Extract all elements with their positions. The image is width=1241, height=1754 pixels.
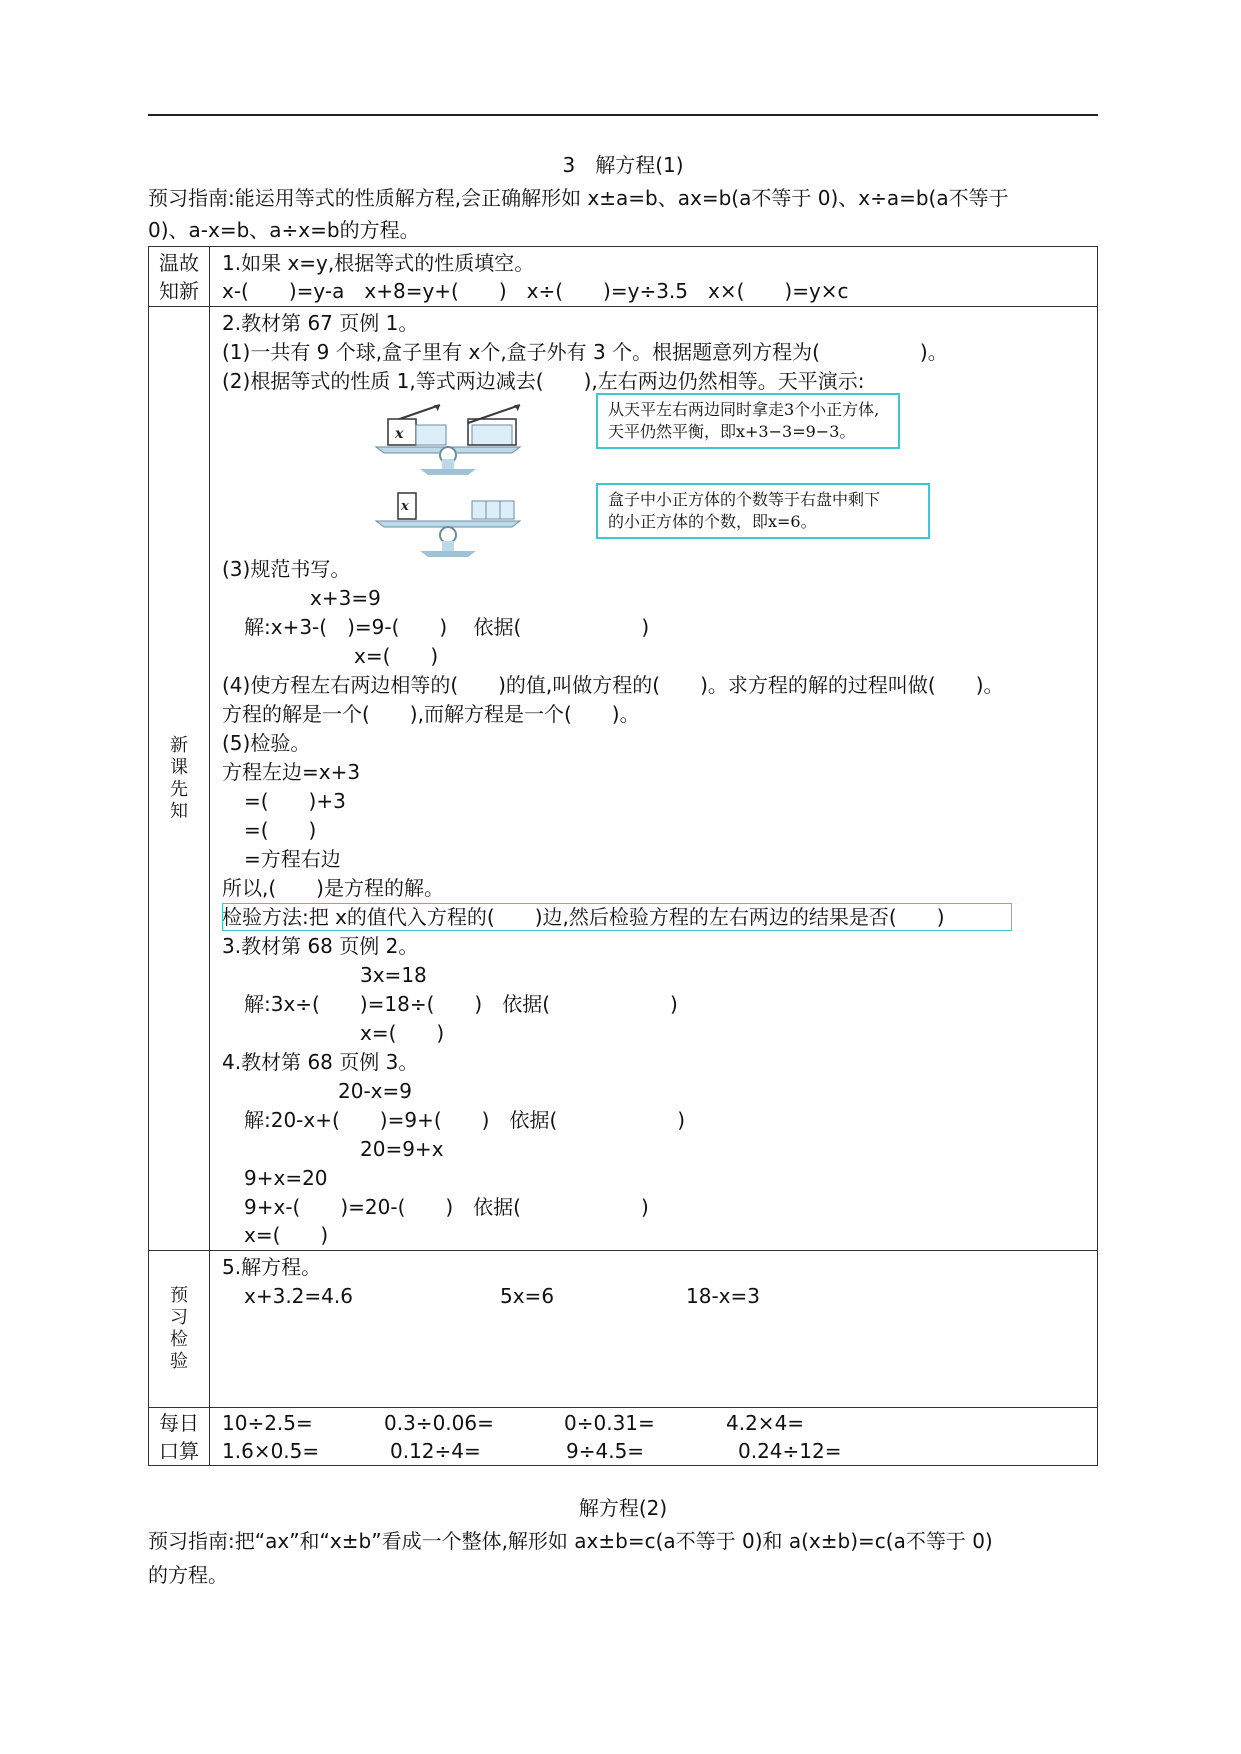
q4-line-1: (4)使方程左右两边相等的( )的值,叫做方程的( )。求方程的解的过程叫做( )。 — [222, 673, 1004, 697]
calc-b4: 0.24÷12= — [738, 1439, 842, 1463]
content-review — [210, 247, 1098, 307]
label-preview-2: 习 — [170, 1307, 188, 1328]
calc-b2: 0.12÷4= — [390, 1439, 481, 1463]
calc-a4: 4.2×4= — [726, 1411, 805, 1435]
row-review — [149, 247, 1098, 307]
q3-heading: (3)规范书写。 — [222, 557, 351, 581]
caption-1-line-2: 天平仍然平衡，即x+3−3=9−3。 — [608, 422, 856, 441]
calc-b3: 9÷4.5= — [566, 1439, 645, 1463]
label-new-2: 课 — [170, 756, 188, 778]
check-2: =( )+3 — [244, 789, 346, 813]
box-x-label: x — [395, 426, 404, 442]
step-3b: 9+x=20 — [244, 1166, 328, 1190]
label-new-lesson — [149, 307, 210, 1251]
solve-1: 解:x+3-( )=9-( ) 依据( ) — [244, 615, 650, 639]
label-mental-math — [149, 1408, 210, 1466]
label-preview-4: 验 — [170, 1351, 188, 1372]
answer-1: x=( ) — [354, 644, 439, 668]
step-3c: 9+x-( )=20-( ) 依据( ) — [244, 1195, 649, 1219]
worksheet-table — [148, 246, 1098, 1466]
check-4: =方程右边 — [244, 847, 341, 871]
label-review-1: 温故 — [159, 251, 199, 275]
label-new-3: 先 — [170, 778, 188, 800]
box-x-label-2: x — [401, 499, 409, 514]
calc-a1: 10÷2.5= — [222, 1411, 313, 1435]
content-mental-math — [210, 1408, 1098, 1466]
q2-text: (2)根据等式的性质 1,等式两边减去( ),左右两边仍然相等。天平演示: — [222, 369, 865, 393]
row-preview-check — [149, 1251, 1098, 1408]
row-new-lesson — [149, 307, 1098, 1251]
q4-line-2: 方程的解是一个( ),而解方程是一个( )。 — [222, 702, 640, 726]
answer-3: x=( ) — [244, 1223, 329, 1247]
q5-heading: (5)检验。 — [222, 731, 311, 755]
check-method: 检验方法:把 x的值代入方程的( )边,然后检验方程的左右两边的结果是否( ) — [222, 905, 945, 929]
answer-2: x=( ) — [360, 1021, 445, 1045]
label-review — [149, 247, 210, 307]
q1-text: (1)一共有 9 个球,盒子里有 x个,盒子外有 3 个。根据题意列方程为( )。 — [222, 340, 948, 364]
review-fill: x-( )=y-a x+8=y+( ) x÷( )=y÷3.5 x×( )=y×c — [222, 279, 849, 303]
balance-scale-1 — [368, 397, 528, 477]
eq-1: x+3=9 — [310, 586, 381, 610]
label-new-1: 新 — [170, 734, 188, 756]
guide-line-2: 0)、a-x=b、a÷x=b的方程。 — [148, 218, 420, 242]
solve-3: 解:20-x+( )=9+( ) 依据( ) — [244, 1108, 686, 1132]
exercise-3: 18-x=3 — [686, 1284, 760, 1308]
calc-a3: 0÷0.31= — [564, 1411, 655, 1435]
label-daily-1: 每日 — [159, 1411, 199, 1435]
guide2-line-1: 预习指南:把“ax”和“x±b”看成一个整体,解形如 ax±b=c(a不等于 0)和 a(x±b)=c(a不等于 0) — [148, 1529, 993, 1553]
check-conclusion: 所以,( )是方程的解。 — [222, 876, 444, 900]
q5-solve-heading: 5.解方程。 — [222, 1255, 322, 1279]
exercise-2: 5x=6 — [500, 1284, 555, 1308]
calc-a2: 0.3÷0.06= — [384, 1411, 494, 1435]
label-preview-3: 检 — [170, 1329, 188, 1350]
review-q: 1.如果 x=y,根据等式的性质填空。 — [222, 251, 535, 275]
label-preview-1: 预 — [170, 1285, 188, 1306]
caption-2 — [596, 483, 930, 539]
eq-3: 20-x=9 — [338, 1079, 412, 1103]
content-new-lesson — [210, 307, 1098, 1251]
page-title: 3 解方程(1) — [562, 153, 684, 177]
top-rule — [148, 114, 1098, 116]
label-review-2: 知新 — [159, 279, 199, 303]
calc-b1: 1.6×0.5= — [222, 1439, 320, 1463]
caption-1 — [596, 393, 900, 449]
check-1: 方程左边=x+3 — [222, 760, 361, 784]
guide-line-1: 预习指南:能运用等式的性质解方程,会正确解形如 x±a=b、ax=b(a不等于 0)、x÷a=b(a不等于 — [148, 186, 1009, 210]
label-new-4: 知 — [170, 800, 188, 822]
exercise-1: x+3.2=4.6 — [244, 1284, 353, 1308]
solve-2: 解:3x÷( )=18÷( ) 依据( ) — [244, 992, 678, 1016]
content-preview-check — [210, 1251, 1098, 1408]
row-mental-math — [149, 1408, 1098, 1466]
caption-2-line-1: 盒子中小正方体的个数等于右盘中剩下 — [608, 490, 881, 509]
guide2-line-2: 的方程。 — [148, 1563, 228, 1587]
check-3: =( ) — [244, 818, 317, 842]
balance-scale-2 — [368, 485, 528, 563]
caption-2-line-2: 的小正方体的个数，即x=6。 — [608, 512, 817, 531]
label-preview-check — [149, 1251, 210, 1408]
example-2-heading: 3.教材第 68 页例 2。 — [222, 934, 419, 958]
section-2-title: 解方程(2) — [578, 1496, 668, 1520]
eq-2: 3x=18 — [360, 963, 427, 987]
example-3-heading: 4.教材第 68 页例 3。 — [222, 1050, 419, 1074]
label-daily-2: 口算 — [159, 1439, 199, 1463]
step-3a: 20=9+x — [360, 1137, 444, 1161]
example-1-heading: 2.教材第 67 页例 1。 — [222, 311, 419, 335]
caption-1-line-1: 从天平左右两边同时拿走3个小正方体, — [608, 400, 880, 419]
